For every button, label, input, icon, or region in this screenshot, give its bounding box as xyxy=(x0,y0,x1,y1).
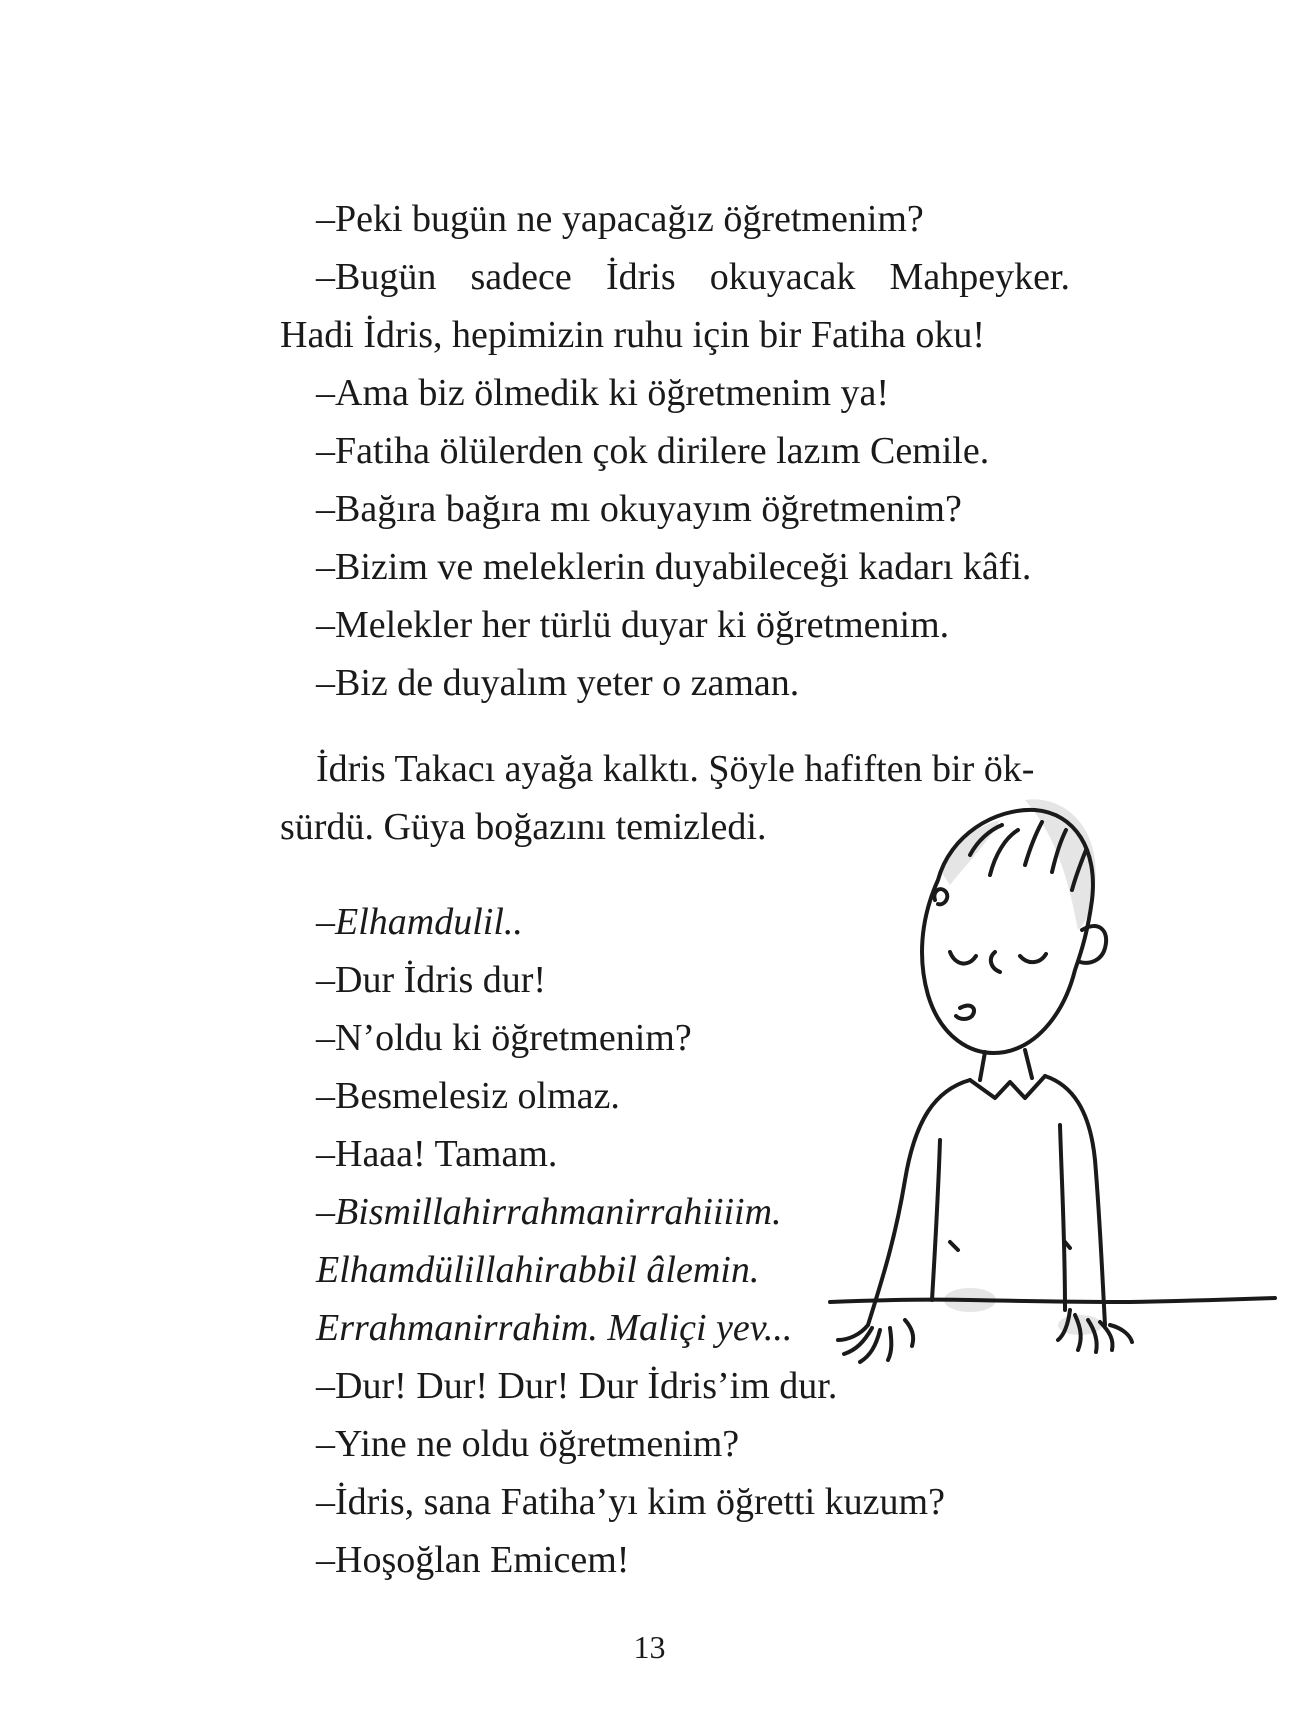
ink-lines xyxy=(830,810,1275,1362)
dialogue-line: –Besmelesiz olmaz. xyxy=(316,1075,620,1117)
dialogue-line: –Haaa! Tamam. xyxy=(316,1133,558,1175)
recitation-text: Elhamdulil.. xyxy=(335,901,523,943)
dialogue-line: –Biz de duyalım yeter o zaman. xyxy=(316,662,800,704)
dash: – xyxy=(316,1191,335,1233)
dialogue-line: Hadi İdris, hepimizin ruhu için bir Fatiha oku! xyxy=(280,314,985,356)
dialogue-line: –Hoşoğlan Emicem! xyxy=(316,1539,630,1581)
dialogue-top xyxy=(280,190,1070,712)
dialogue-line: –Bağıra bağıra mı okuyayım öğretmenim? xyxy=(316,488,962,530)
recitation-line: Errahmanirrahim. Maliçi yev... xyxy=(316,1307,793,1349)
dialogue-line: –Dur! Dur! Dur! Dur İdris’im dur. xyxy=(316,1365,838,1407)
dialogue-line: –Yine ne oldu öğretmenim? xyxy=(316,1423,740,1465)
narration-line: İdris Takacı ayağa kalktı. Şöyle hafiften bir ök- xyxy=(316,748,1035,790)
dialogue-line: –Melekler her türlü duyar ki öğretmenim. xyxy=(316,604,950,646)
dialogue-line: –N’oldu ki öğretmenim? xyxy=(316,1017,692,1059)
recitation-line: Elhamdülillahirabbil âlemin. xyxy=(316,1249,760,1291)
dialogue-line: –Peki bugün ne yapacağız öğretmenim? xyxy=(316,198,924,240)
dialogue-line: –Dur İdris dur! xyxy=(316,959,547,1001)
dialogue-line: –Ama biz ölmedik ki öğretmenim ya! xyxy=(316,372,890,414)
dialogue-line: –İdris, sana Fatiha’yı kim öğretti kuzum? xyxy=(316,1481,945,1523)
dialogue-line: –Fatiha ölülerden çok dirilere lazım Cemile. xyxy=(316,430,990,472)
recitation-text: Bismillahirrahmanirrahiiiim. xyxy=(335,1191,782,1233)
dash: – xyxy=(316,901,335,943)
dialogue-line: –Bizim ve meleklerin duyabileceği kadarı kâfi. xyxy=(316,546,1032,588)
dialogue-line: –Bugün sadece İdris okuyacak Mahpeyker. xyxy=(316,256,1070,298)
page-number: 13 xyxy=(633,1629,666,1665)
ink-wash xyxy=(940,799,1102,1335)
narration-line: sürdü. Güya boğazını temizledi. xyxy=(280,806,767,848)
boy-sketch-icon xyxy=(820,780,1280,1400)
